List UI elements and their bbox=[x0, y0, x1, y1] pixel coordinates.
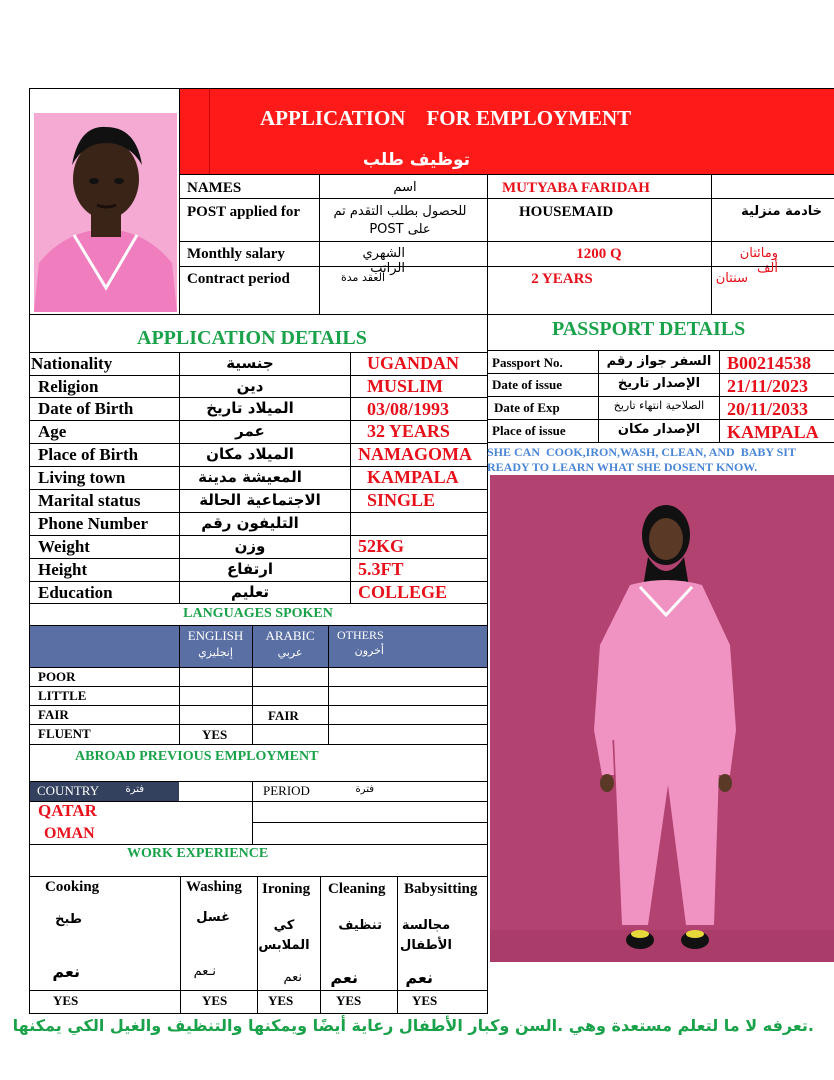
living-town-value: KAMPALA bbox=[367, 467, 459, 487]
post-label: POST applied for bbox=[187, 204, 301, 220]
age-label: Age bbox=[38, 422, 67, 441]
english-fluent-mark: YES bbox=[202, 727, 228, 742]
passport-details-heading: PASSPORT DETAILS bbox=[552, 318, 746, 340]
education-value: COLLEGE bbox=[358, 582, 448, 602]
skills-note-line2: READY TO LEARN WHAT SHE DOSENT KNOW. bbox=[487, 460, 758, 474]
languages-heading: LANGUAGES SPOKEN bbox=[183, 606, 333, 621]
passport-no-label: Passport No. bbox=[492, 355, 563, 370]
skill-cleaning: Cleaning bbox=[328, 881, 386, 897]
babysitting-yes: YES bbox=[412, 993, 438, 1008]
names-label: NAMES bbox=[187, 180, 242, 196]
lang-col-arabic-arabic: عربي bbox=[277, 646, 303, 659]
skill-babysitting: Babysitting bbox=[404, 881, 478, 897]
birthplace-value: NAMAGOMA bbox=[358, 444, 472, 464]
period-header-label: PERIOD bbox=[263, 783, 310, 798]
lang-col-others: OTHERS bbox=[337, 628, 384, 642]
religion-label: Religion bbox=[38, 377, 99, 396]
salary-label-arabic: الشهري الراتب bbox=[362, 246, 405, 276]
post-value-arabic: خادمة منزلية bbox=[741, 204, 822, 219]
marital-value: SINGLE bbox=[367, 490, 436, 510]
cleaning-yes-arabic: نعم bbox=[330, 968, 358, 987]
skill-washing: Washing bbox=[186, 879, 242, 895]
candidate-full-photo bbox=[490, 475, 834, 962]
weight-arabic: وزن bbox=[234, 537, 266, 555]
salary-label: Monthly salary bbox=[187, 246, 285, 262]
ironing-yes: YES bbox=[268, 993, 294, 1008]
country-oman: OMAN bbox=[44, 825, 95, 842]
cooking-yes: YES bbox=[53, 993, 79, 1008]
skill-washing-arabic: غسل bbox=[196, 910, 230, 925]
skill-babysitting-arabic: مجالسة الأطفال bbox=[400, 918, 452, 953]
application-details-heading: APPLICATION DETAILS bbox=[137, 327, 367, 349]
religion-value: MUSLIM bbox=[367, 376, 443, 396]
birthplace-arabic: الميلاد مكان bbox=[206, 445, 294, 463]
age-arabic: عمر bbox=[235, 422, 265, 440]
issue-date-arabic: الإصدار تاريخ bbox=[617, 376, 701, 391]
work-heading: WORK EXPERIENCE bbox=[127, 846, 269, 861]
period-header-arabic: فترة bbox=[355, 784, 374, 795]
washing-yes-arabic: نـعم bbox=[193, 964, 216, 979]
form-title: APPLICATION FOR EMPLOYMENT bbox=[260, 106, 632, 130]
religion-arabic: دين bbox=[236, 377, 264, 395]
ironing-yes-arabic: نعم bbox=[283, 970, 302, 985]
issue-date-value: 21/11/2023 bbox=[727, 376, 809, 396]
level-fair: FAIR bbox=[38, 707, 69, 722]
lang-col-english-arabic: إنجليزي bbox=[198, 646, 233, 659]
post-label-arabic: للحصول بطلب التقدم تم على POST bbox=[333, 204, 467, 237]
skill-cleaning-arabic: تنظيف bbox=[338, 918, 382, 933]
abroad-heading: ABROAD PREVIOUS EMPLOYMENT bbox=[75, 749, 319, 764]
cooking-yes-arabic: نعم bbox=[52, 962, 80, 981]
cleaning-yes: YES bbox=[336, 993, 362, 1008]
form-title-arabic: توظيف طلب bbox=[362, 150, 470, 170]
nationality-value: UGANDAN bbox=[367, 353, 459, 373]
header-banner bbox=[179, 88, 834, 174]
skill-ironing: Ironing bbox=[262, 881, 311, 897]
dob-label: Date of Birth bbox=[38, 399, 134, 418]
lang-col-english: ENGLISH bbox=[187, 628, 244, 643]
candidate-headshot bbox=[34, 113, 177, 312]
salary-value: 1200 Q bbox=[576, 246, 622, 262]
expiry-date-arabic: الصلاحية انتهاء تاريخ bbox=[613, 399, 705, 412]
marital-label: Marital status bbox=[38, 491, 141, 510]
babysitting-yes-arabic: نعم bbox=[405, 968, 433, 987]
dob-arabic: الميلاد تاريخ bbox=[206, 399, 294, 417]
lang-col-arabic: ARABIC bbox=[265, 628, 315, 643]
age-value: 32 YEARS bbox=[367, 421, 450, 441]
issue-place-label: Place of issue bbox=[492, 423, 566, 438]
contract-value: 2 YEARS bbox=[531, 271, 593, 287]
country-qatar: QATAR bbox=[38, 801, 97, 820]
phone-arabic: التليفون رقم bbox=[201, 514, 299, 532]
nationality-arabic: جنسية bbox=[226, 354, 274, 372]
level-poor: POOR bbox=[38, 669, 76, 684]
level-little: LITTLE bbox=[38, 688, 87, 703]
weight-value: 52KG bbox=[358, 536, 405, 556]
expiry-date-value: 20/11/2033 bbox=[727, 399, 809, 419]
expiry-date-label: Date of Exp bbox=[494, 400, 560, 415]
lang-col-others-arabic: أخرون bbox=[354, 644, 384, 657]
issue-place-value: KAMPALA bbox=[727, 422, 819, 442]
contract-label-arabic: العقد مدة bbox=[341, 271, 385, 284]
marital-arabic: الاجتماعية الحالة bbox=[199, 491, 321, 509]
skill-ironing-arabic: كي الملابس bbox=[258, 918, 310, 953]
country-header-label: COUNTRY bbox=[37, 783, 100, 798]
post-value: HOUSEMAID bbox=[519, 204, 614, 220]
footer-arabic-note: .تعرفه لا ما لتعلم مستعدة وهي .السن وكبار الأطفال رعاية أيضًا ويمكنها والتنظيف والغيل الكي يمكنها bbox=[12, 1016, 814, 1035]
phone-label: Phone Number bbox=[38, 514, 149, 533]
contract-label: Contract period bbox=[187, 271, 290, 287]
candidate-name: MUTYABA FARIDAH bbox=[502, 180, 650, 196]
skill-cooking: Cooking bbox=[45, 879, 100, 895]
skill-cooking-arabic: طبخ bbox=[55, 912, 82, 927]
education-label: Education bbox=[38, 583, 113, 602]
salary-value-arabic: ومائتان ألف bbox=[739, 246, 778, 276]
level-fluent: FLUENT bbox=[38, 726, 91, 741]
education-arabic: تعليم bbox=[230, 583, 270, 601]
height-label: Height bbox=[38, 560, 88, 579]
nationality-label: Nationality bbox=[31, 354, 113, 373]
names-label-arabic: اسم bbox=[393, 180, 417, 195]
birthplace-label: Place of Birth bbox=[38, 445, 139, 464]
washing-yes: YES bbox=[202, 993, 228, 1008]
contract-value-arabic: سنتان bbox=[715, 271, 748, 286]
passport-no-value: B00214538 bbox=[727, 353, 812, 373]
country-header-arabic: فترة bbox=[125, 784, 144, 795]
arabic-fair-mark: FAIR bbox=[268, 708, 299, 723]
dob-value: 03/08/1993 bbox=[367, 399, 450, 419]
living-town-arabic: المعيشة مدينة bbox=[198, 468, 302, 486]
passport-no-arabic: السفر جواز رقم bbox=[606, 354, 712, 369]
skills-note-line1: SHE CAN COOK,IRON,WASH, CLEAN, AND BABY SIT bbox=[487, 445, 796, 459]
height-arabic: ارتفاع bbox=[226, 560, 274, 578]
issue-place-arabic: الإصدار مكان bbox=[617, 422, 701, 437]
weight-label: Weight bbox=[38, 537, 90, 556]
living-town-label: Living town bbox=[38, 468, 126, 487]
issue-date-label: Date of issue bbox=[492, 377, 563, 392]
height-value: 5.3FT bbox=[358, 559, 404, 579]
